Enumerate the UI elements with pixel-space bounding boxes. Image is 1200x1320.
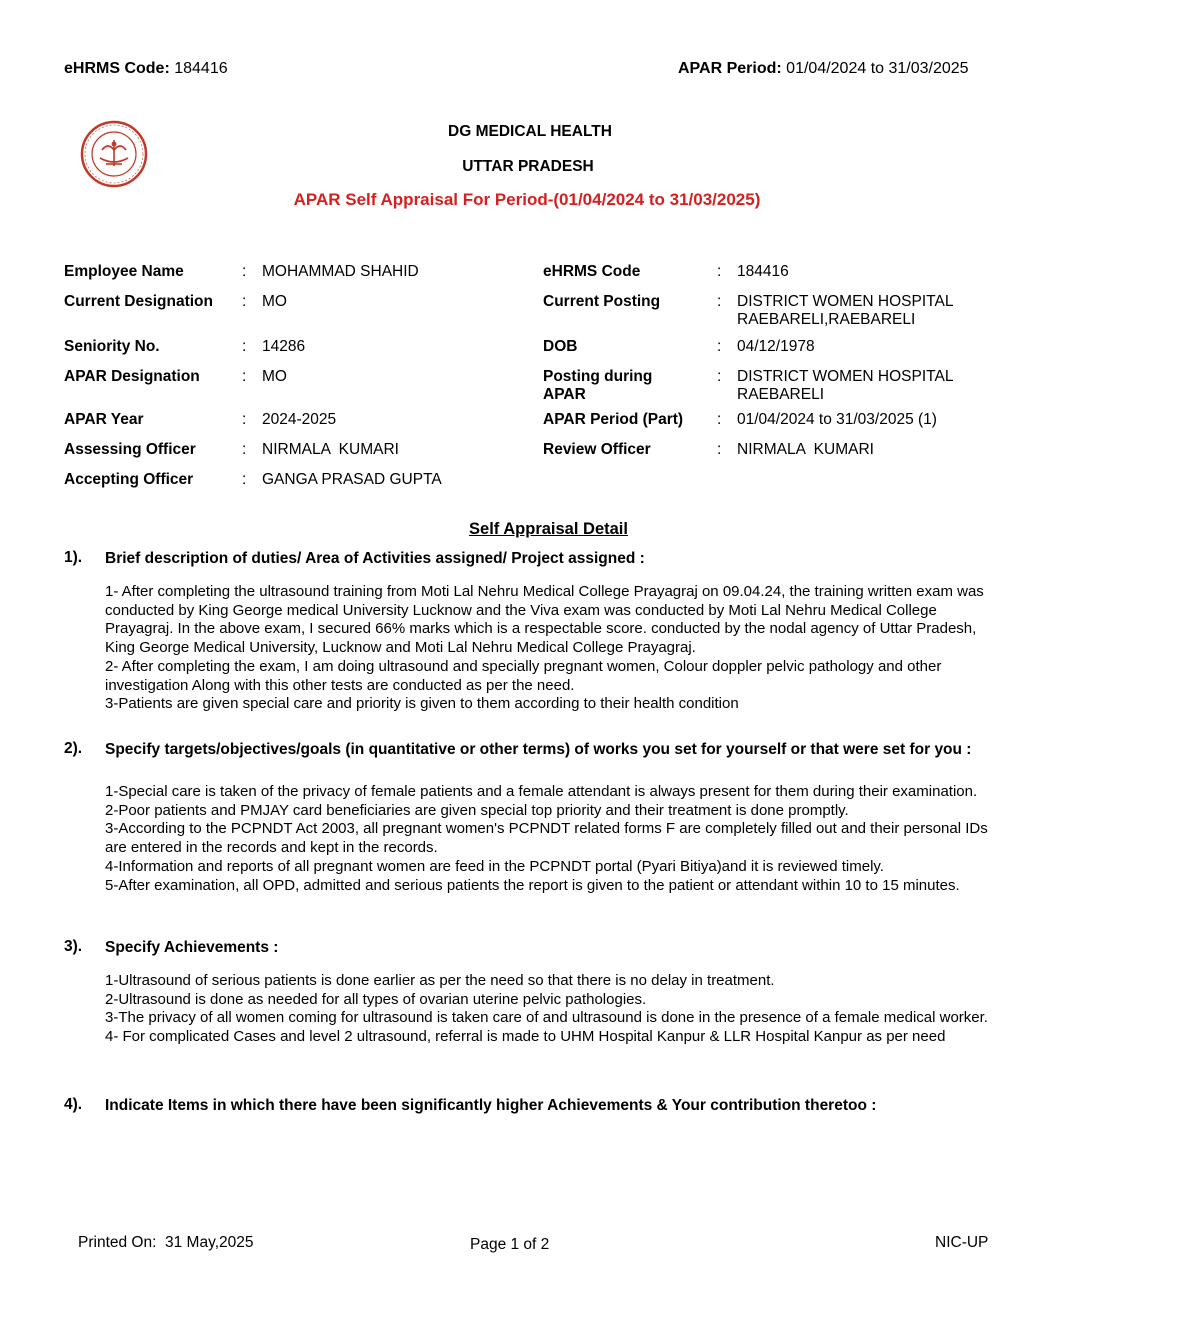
colon: : bbox=[242, 441, 247, 458]
answer-line: 4- For complicated Cases and level 2 ultrasound, referral is made to UHM Hospital Kanpur & LLR Hospital Kanpur as per need bbox=[105, 1028, 946, 1046]
answer-line: 3-According to the PCPNDT Act 2003, all pregnant women's PCPNDT related forms F are completely filled out and their personal IDs are entered in the records and kept in the records. bbox=[105, 820, 988, 857]
answer-line: 3-Patients are given special care and priority is given to them according to their health condition bbox=[105, 695, 739, 713]
source-label: NIC-UP bbox=[935, 1234, 989, 1251]
ehrms-code-label: eHRMS Code bbox=[543, 263, 641, 280]
answer-line: 5-After examination, all OPD, admitted and serious patients the report is given to the patient or attendant within 10 to 15 minutes. bbox=[105, 876, 960, 894]
question-text: Brief description of duties/ Area of Activities assigned/ Project assigned : bbox=[105, 550, 645, 567]
answer-block bbox=[105, 783, 1000, 895]
dob-value: 04/12/1978 bbox=[737, 338, 815, 355]
apar-period-value: 01/04/2024 to 31/03/2025 bbox=[786, 60, 969, 77]
review-officer-value: NIRMALA KUMARI bbox=[737, 441, 874, 458]
colon: : bbox=[242, 368, 247, 385]
assessing-officer-value: NIRMALA KUMARI bbox=[262, 441, 399, 458]
colon: : bbox=[242, 263, 247, 280]
seniority-no-label: Seniority No. bbox=[64, 338, 160, 355]
answer-block bbox=[105, 583, 1000, 714]
answer-line: 1- After completing the ultrasound training from Moti Lal Nehru Medical College Prayagraj on 09.04.24, the training written exam was conducted by King George medical University Lucknow and the Viva exam was conducted by Moti Lal Nehru Medical College Prayagraj. In the above exam, I secured 66% marks which is a respectable score. conducted by the nodal agency of Uttar Pradesh, King George Medical University, Lucknow and Moti Lal Nehru Medical College Prayagraj. bbox=[105, 583, 984, 657]
posting-during-apar-value: DISTRICT WOMEN HOSPITAL RAEBARELI bbox=[737, 368, 953, 403]
question-text: Indicate Items in which there have been significantly higher Achievements & Your contribution theretoo : bbox=[105, 1097, 877, 1114]
organization-title: DG MEDICAL HEALTH bbox=[448, 123, 612, 140]
colon: : bbox=[717, 338, 722, 355]
ehrms-code-value: 184416 bbox=[737, 263, 789, 280]
employee-name-label: Employee Name bbox=[64, 263, 184, 280]
state-title: UTTAR PRADESH bbox=[462, 158, 594, 175]
employee-name-value: MOHAMMAD SHAHID bbox=[262, 263, 419, 280]
current-posting-label: Current Posting bbox=[543, 293, 661, 310]
apar-year-label: APAR Year bbox=[64, 411, 144, 428]
question-text: Specify Achievements : bbox=[105, 939, 279, 956]
seniority-no-value: 14286 bbox=[262, 338, 306, 355]
question-number: 2). bbox=[64, 740, 83, 757]
colon: : bbox=[717, 293, 722, 310]
colon: : bbox=[717, 368, 722, 385]
question-number: 3). bbox=[64, 938, 83, 955]
page-title: APAR Self Appraisal For Period-(01/04/2024 to 31/03/2025) bbox=[293, 190, 761, 209]
answer-line: 2- After completing the exam, I am doing ultrasound and specially pregnant women, Colour doppler pelvic pathology and other investigation Along with this other tests are conducted as per the need. bbox=[105, 657, 942, 694]
accepting-officer-label: Accepting Officer bbox=[64, 471, 194, 488]
assessing-officer-label: Assessing Officer bbox=[64, 441, 196, 458]
colon: : bbox=[242, 293, 247, 310]
answer-line: 1-Ultrasound of serious patients is done earlier as per the need so that there is no delay in treatment. bbox=[105, 972, 775, 989]
question-number: 4). bbox=[64, 1096, 83, 1113]
apar-period-header bbox=[678, 60, 969, 78]
current-designation-label: Current Designation bbox=[64, 293, 213, 310]
apar-period-part-label: APAR Period (Part) bbox=[543, 411, 684, 428]
accepting-officer-value: GANGA PRASAD GUPTA bbox=[262, 471, 442, 488]
answer-line: 1-Special care is taken of the privacy of female patients and a female attendant is always present for them during their examination. bbox=[105, 783, 978, 800]
page-number: Page 1 of 2 bbox=[470, 1236, 550, 1253]
answer-block bbox=[105, 972, 1000, 1047]
apar-designation-value: MO bbox=[262, 368, 287, 385]
apar-period-label: APAR Period: bbox=[678, 60, 782, 77]
current-posting-value: DISTRICT WOMEN HOSPITAL RAEBARELI,RAEBARELI bbox=[737, 293, 953, 328]
answer-line: 3-The privacy of all women coming for ultrasound is taken care of and ultrasound is done in the presence of a female medical worker. bbox=[105, 1009, 988, 1027]
apar-year-value: 2024-2025 bbox=[262, 411, 337, 428]
colon: : bbox=[717, 411, 722, 428]
colon: : bbox=[242, 338, 247, 355]
apar-period-part-value: 01/04/2024 to 31/03/2025 (1) bbox=[737, 411, 937, 428]
question-text: Specify targets/objectives/goals (in quantitative or other terms) of works you set for yourself or that were set for you : bbox=[105, 741, 972, 758]
colon: : bbox=[242, 411, 247, 428]
ehrms-code-value: 184416 bbox=[174, 60, 228, 77]
colon: : bbox=[717, 441, 722, 458]
colon: : bbox=[717, 263, 722, 280]
answer-line: 4-Information and reports of all pregnant women are feed in the PCPNDT portal (Pyari Bitiya)and it is reviewed timely. bbox=[105, 857, 884, 875]
ehrms-code-label: eHRMS Code: bbox=[64, 60, 170, 77]
apar-designation-label: APAR Designation bbox=[64, 368, 200, 385]
posting-during-apar-label: Posting during APAR bbox=[543, 368, 653, 403]
section-title: Self Appraisal Detail bbox=[469, 520, 628, 538]
review-officer-label: Review Officer bbox=[543, 441, 651, 458]
question-number: 1). bbox=[64, 549, 83, 566]
answer-line: 2-Poor patients and PMJAY card beneficiaries are given special top priority and their treatment is done promptly. bbox=[105, 801, 849, 819]
current-designation-value: MO bbox=[262, 293, 287, 310]
printed-on: Printed On: 31 May,2025 bbox=[78, 1234, 254, 1251]
ehrms-code-header bbox=[64, 60, 228, 78]
answer-line: 2-Ultrasound is done as needed for all types of ovarian uterine pelvic pathologies. bbox=[105, 990, 647, 1008]
dob-label: DOB bbox=[543, 338, 578, 355]
colon: : bbox=[242, 471, 247, 488]
